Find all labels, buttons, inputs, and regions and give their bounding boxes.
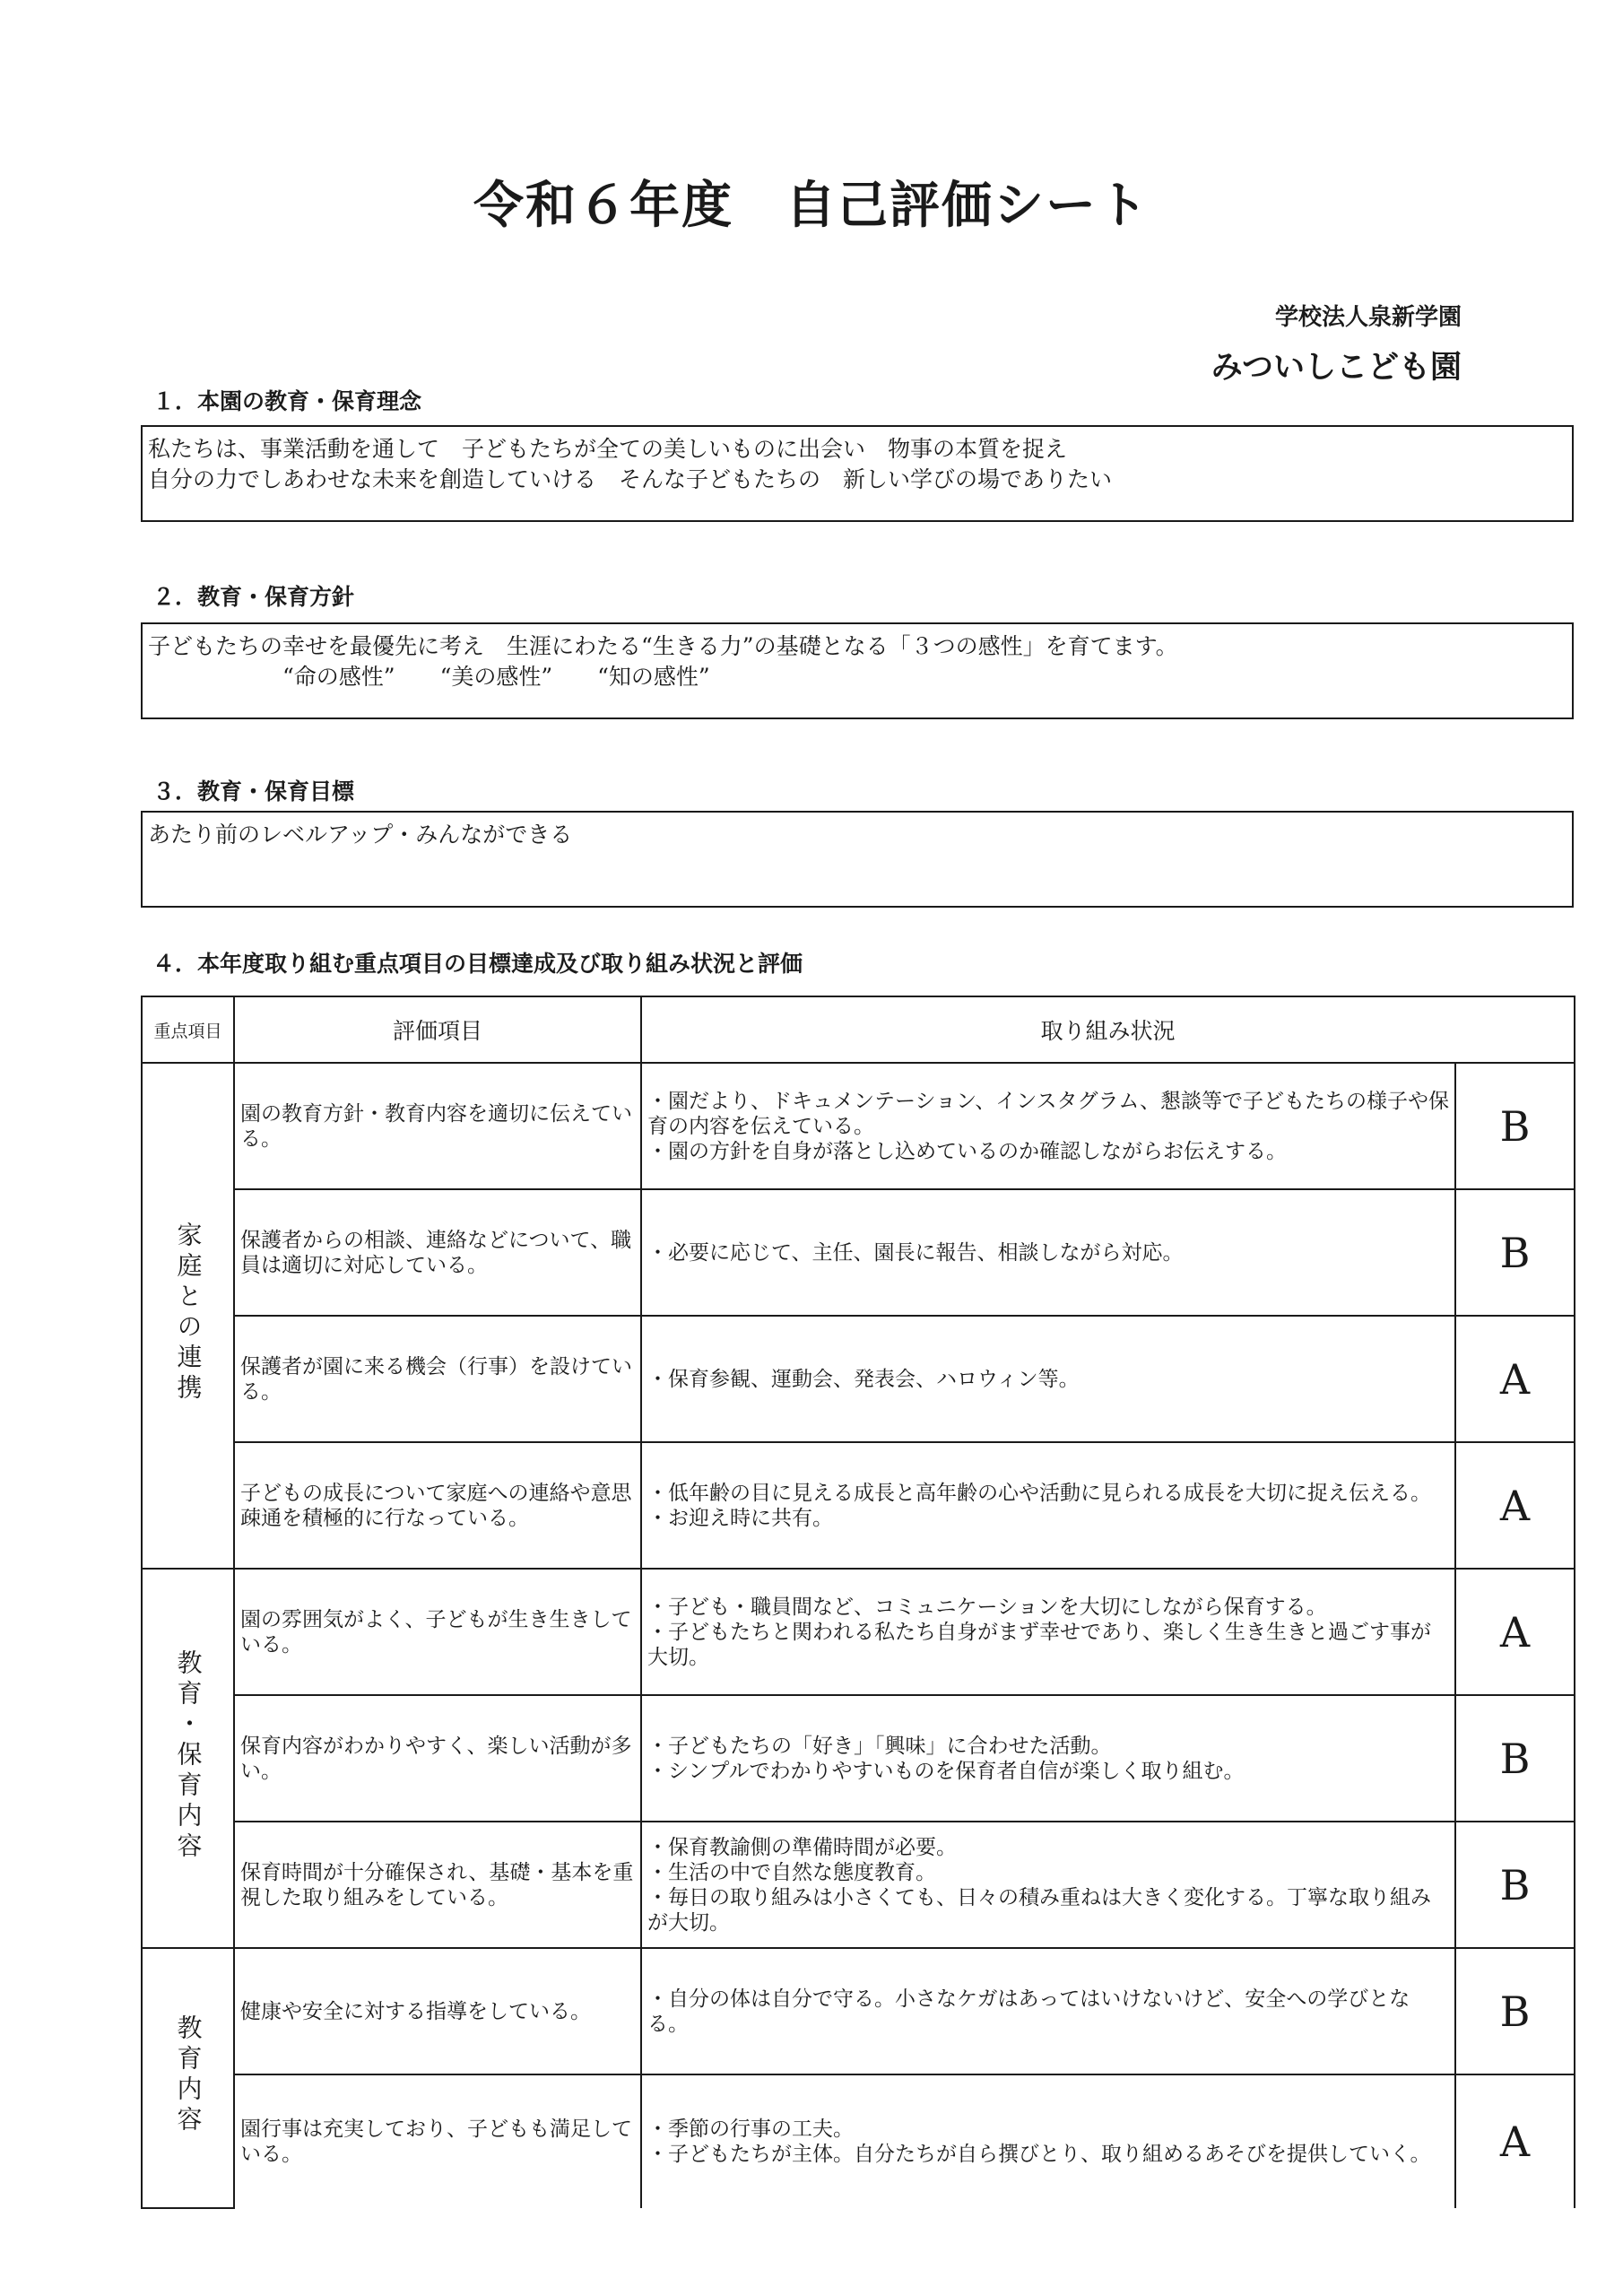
status-cell: ・季節の行事の工夫。 ・子どもたちが主体。自分たちが自ら撰びとり、取り組めるあそびを提供していく。 [641, 2074, 1455, 2208]
category-label: 家庭との連携 [173, 1222, 204, 1405]
evaluation-table [141, 996, 1575, 2209]
status-cell: ・園だより、ドキュメンテーション、インスタグラム、懇談等で子どもたちの様子や保育の内容を伝えている。 ・園の方針を自身が落とし込めているのか確認しながらお伝えする。 [641, 1063, 1455, 1189]
header-category: 重点項目 [142, 996, 234, 1063]
item-cell: 保育内容がわかりやすく、楽しい活動が多い。 [234, 1695, 641, 1822]
table-row [142, 1063, 1575, 1189]
status-cell: ・保育参観、運動会、発表会、ハロウィン等。 [641, 1316, 1455, 1442]
section-4-heading: ４．本年度取り組む重点項目の目標達成及び取り組み状況と評価 [152, 951, 803, 977]
item-cell: 保護者が園に来る機会（行事）を設けている。 [234, 1316, 641, 1442]
table-row [142, 1316, 1575, 1442]
item-cell: 健康や安全に対する指導をしている。 [234, 1948, 641, 2074]
status-cell: ・子どもたちの「好き」「興味」に合わせた活動。 ・シンプルでわかりやすいものを保育者自信が楽しく取り組む。 [641, 1695, 1455, 1822]
section-3-box: あたり前のレベルアップ・みんなができる [141, 811, 1574, 908]
section-3-heading: ３．教育・保育目標 [152, 778, 355, 804]
category-cell [142, 1569, 234, 1948]
category-cell [142, 1063, 234, 1569]
grade-cell: B [1455, 1822, 1575, 1948]
item-cell: 保育時間が十分確保され、基礎・基本を重視した取り組みをしている。 [234, 1822, 641, 1948]
section-1-heading: １．本園の教育・保育理念 [152, 388, 422, 414]
organization-block [1211, 299, 1462, 387]
table-row [142, 1189, 1575, 1316]
grade-cell: B [1455, 1695, 1575, 1822]
school-name: みついしこども園 [1211, 350, 1462, 386]
item-cell: 園の雰囲気がよく、子どもが生き生きしている。 [234, 1569, 641, 1695]
status-cell: ・低年齢の目に見える成長と高年齢の心や活動に見られる成長を大切に捉え伝える。 ・お迎え時に共有。 [641, 1442, 1455, 1569]
table-row [142, 1442, 1575, 1569]
header-status: 取り組み状況 [641, 996, 1575, 1063]
item-cell: 子どもの成長について家庭への連絡や意思疎通を積極的に行なっている。 [234, 1442, 641, 1569]
item-cell: 園行事は充実しており、子どもも満足している。 [234, 2074, 641, 2208]
header-item: 評価項目 [234, 996, 641, 1063]
grade-cell: A [1455, 1442, 1575, 1569]
table-row [142, 1569, 1575, 1695]
category-label: 教育内容 [173, 2014, 204, 2136]
grade-cell: A [1455, 1569, 1575, 1695]
table-row [142, 2074, 1575, 2208]
status-cell: ・保育教諭側の準備時間が必要。 ・生活の中で自然な態度教育。 ・毎日の取り組みは小さくても、日々の積み重ねは大きく変化する。丁寧な取り組みが大切。 [641, 1822, 1455, 1948]
section-2-heading: ２．教育・保育方針 [152, 584, 355, 610]
status-cell: ・自分の体は自分で守る。小さなケガはあってはいけないけど、安全への学びとなる。 [641, 1948, 1455, 2074]
grade-cell: A [1455, 2074, 1575, 2208]
category-cell [142, 1948, 234, 2208]
category-label: 教育・保育内容 [173, 1648, 204, 1863]
grade-cell: B [1455, 1189, 1575, 1316]
page-title: 令和６年度 自己評価シート [473, 177, 1150, 235]
item-cell: 園の教育方針・教育内容を適切に伝えている。 [234, 1063, 641, 1189]
section-1-box: 私たちは、事業活動を通して 子どもたちが全ての美しいものに出会い 物事の本質を捉え 自分の力でしあわせな未来を創造していける そんな子どもたちの 新しい学びの場でありたい [141, 425, 1574, 522]
grade-cell: B [1455, 1063, 1575, 1189]
status-cell: ・子ども・職員間など、コミュニケーションを大切にしながら保育する。 ・子どもたちと関われる私たち自身がまず幸せであり、楽しく生き生きと過ごす事が大切。 [641, 1569, 1455, 1695]
table-header-row [142, 996, 1575, 1063]
status-cell: ・必要に応じて、主任、園長に報告、相談しながら対応。 [641, 1189, 1455, 1316]
table-row [142, 1948, 1575, 2074]
table-row [142, 1695, 1575, 1822]
grade-cell: A [1455, 1316, 1575, 1442]
item-cell: 保護者からの相談、連絡などについて、職員は適切に対応している。 [234, 1189, 641, 1316]
grade-cell: B [1455, 1948, 1575, 2074]
corporation-name: 学校法人泉新学園 [1274, 304, 1462, 331]
table-row [142, 1822, 1575, 1948]
section-2-box: 子どもたちの幸せを最優先に考え 生涯にわたる“生きる力”の基礎となる「３つの感性」を育てます。 “命の感性” “美の感性” “知の感性” [141, 622, 1574, 719]
